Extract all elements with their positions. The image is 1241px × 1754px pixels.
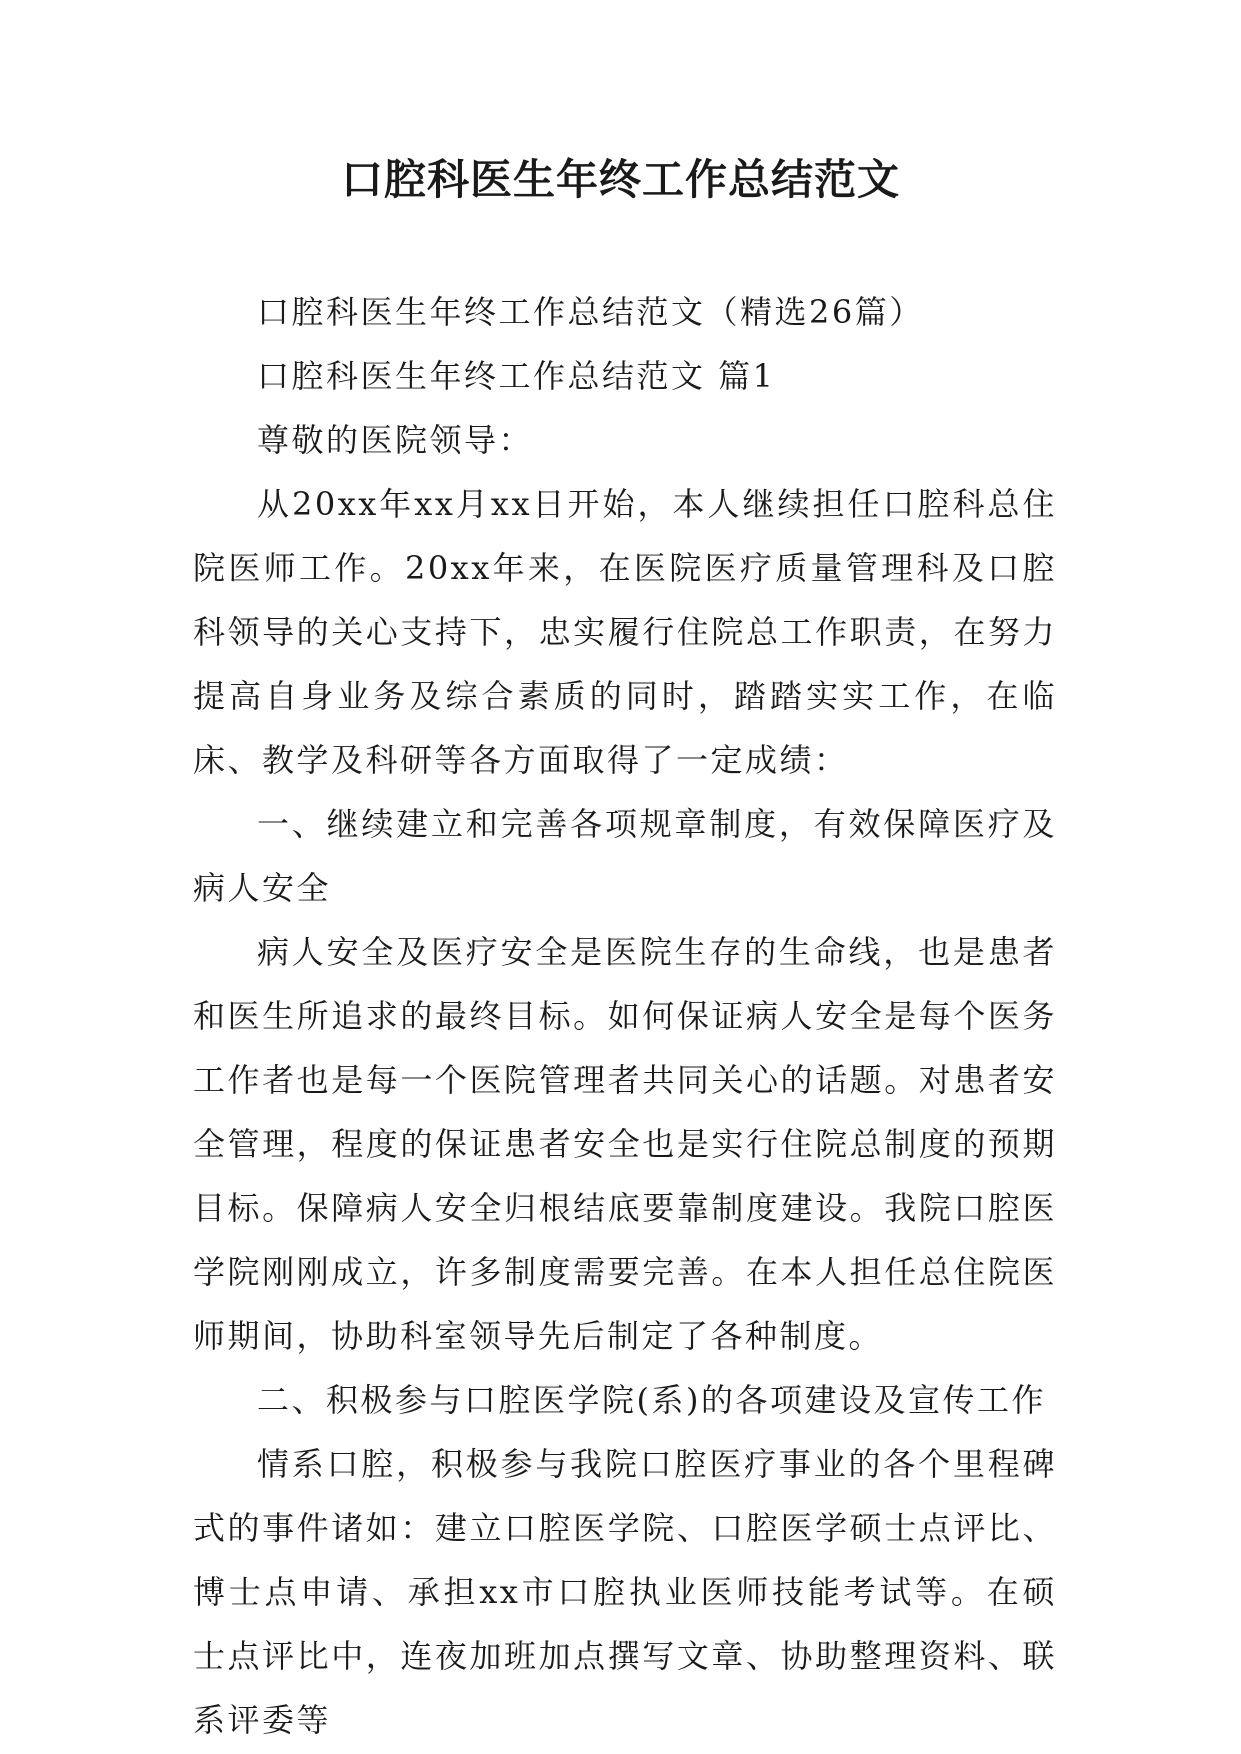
- document-body: [193, 280, 1057, 1752]
- salutation: 尊敬的医院领导：: [257, 421, 534, 459]
- body-paragraph: 病人安全及医疗安全是医院生存的生命线，也是患者和医生所追求的最终目标。如何保证病人安全是每个医务工作者也是每一个医院管理者共同关心的话题。对患者安全管理，程度的保证患者安全也是实行住院总制度的预期目标。保障病人安全归根结底要靠制度建设。我院口腔医学院刚刚成立，许多制度需要完善。在本人担任总住院医师期间，协助科室领导先后制定了各种制度。: [193, 933, 1057, 1355]
- document-title: 口腔科医生年终工作总结范文: [340, 155, 900, 204]
- section-heading: 口腔科医生年终工作总结范文 篇1: [257, 357, 776, 395]
- body-paragraph: 从20xx年xx月xx日开始，本人继续担任口腔科总住院医师工作。20xx年来，在医院医疗质量管理科及口腔科领导的关心支持下，忠实履行住院总工作职责，在努力提高自身业务及综合素质的同时，踏踏实实工作，在临床、教学及科研等各方面取得了一定成绩：: [193, 485, 1057, 779]
- point-heading: 二、积极参与口腔医学院(系)的各项建设及宣传工作: [257, 1381, 1046, 1419]
- body-paragraph: 情系口腔，积极参与我院口腔医疗事业的各个里程碑式的事件诸如：建立口腔医学院、口腔医学硕士点评比、博士点申请、承担xx市口腔执业医师技能考试等。在硕士点评比中，连夜加班加点撰写文章、协助整理资料、联系评委等: [193, 1445, 1057, 1739]
- subtitle-paragraph: 口腔科医生年终工作总结范文（精选26篇）: [257, 293, 924, 331]
- point-heading: 一、继续建立和完善各项规章制度，有效保障医疗及病人安全: [193, 805, 1057, 907]
